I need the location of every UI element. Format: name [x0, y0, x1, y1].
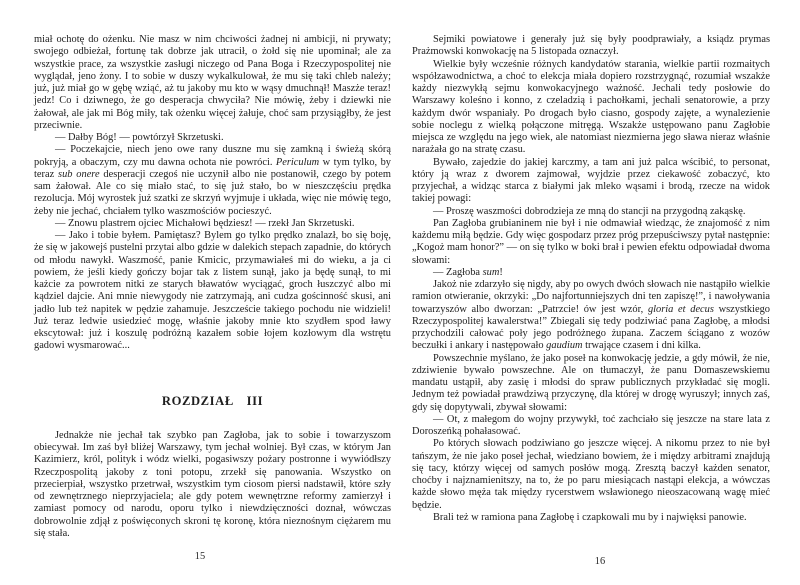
paragraph: Jakoż nie zdarzyło się nigdy, aby po owych dwóch słowach nie nastąpiło wielkie ramion otwieranie, okrzyki: „Do najfortunniejszych dni ten zapiszę!”, i nawoływania towarzyszów albo dworzan: „Patrzcie! ów jest wzór, gloria et decus wszystkiego Rzeczypospolitej kawalerstwa!” Zbiegali się tedy podziwiać pana Zagłobę, a młodsi przychodzili całować poły jego podróżnego żupana. Zaczem ściągano z wozów beczułki i ankary i następowało gaudium trwające czasem i dni kilka.	[412, 279, 770, 352]
page-number-right: 16	[594, 556, 606, 567]
paragraph: Jednakże nie jechał tak szybko pan Zagłoba, jak to sobie i towarzyszom obiecywał. Im zaś był bliżej Warszawy, tym jechał wolniej. Był czas, w którym Jan Kazimierz, król, polityk i wódz wielki, pogasiwszy pożary postronne i wywiódłszy Rzeczpospolitą jakoby z toni potopu, zrzekł się panowania. Wszystko on przecierpiał, wszystko przetrwał, wszystkim tym ciosom piersi nadstawił, które szły od zewnętrznego nieprzyjaciela; ale gdy potem wewnętrzne reformy zamierzył i zamiast pomocy od narodu, oporu tylko i niewdzięczności doznał, wówczas dobrowolnie zdjął z poświęconych skroni tę koronę, która nieznośnym ciężarem mu się stała.	[34, 429, 391, 539]
paragraph: Po których słowach podziwiano go jeszcze więcej. A nikomu przez to nie był tańszym, że nie jako poseł jechał, wiedziano bowiem, że i między arbitrami znajdują się tacy, którzy więcej od samych posłów mogą. Zresztą baczył każden senator, choćby i najznamienitszy, na to, że po paru miesiącach nastąpi elekcja, a wówczas każde słowo męża tak między rycerstwem wsławionego nieoszacowaną wagę mieć będzie.	[412, 438, 770, 511]
paragraph: Sejmiki powiatowe i generały już się były poodprawiały, a ksiądz prymas Prażmowski konwokację na 5 listopada oznaczył.	[412, 34, 770, 58]
paragraph: — Dałby Bóg! — powtórzył Skrzetuski.	[55, 132, 224, 143]
paragraph: — Znowu plastrem ojciec Michałowi będziesz! — rzekł Jan Skrzetuski.	[55, 217, 355, 229]
paragraph: Bywało, zajedzie do jakiej karczmy, a tam ani już palca wścibić, to personat, który ją wraz z dworem zajmował, wyjdzie przez ciekawość zobaczyć, kto przyjechał, a widząc starca z białymi jak mleko wąsami i brodą, rzecze na widok takiej powagi:	[412, 156, 770, 205]
book-page-right	[400, 0, 800, 585]
paragraph: miał ochotę do ożenku. Nie masz w nim chciwości żadnej ni ambicji, ni prywaty; swojego odbieżał, fortunę tak dobrze jak utracił, o żołd się nie upominał; ale za wszystkie prace, za wszystkie zasługi niczego od Pana Boga i Rzeczypospolitej nie wyglądał, jeno żony. I to sobie w duszy wykalkulował, że mu się taki chleb należy; już, już miał go w gębę wziąć, aż tu jakoby mu kto w wąsy dmuchnął! Maszże teraz! jedz! Co i dziwnego, że go desperacja chwyciła? Nie mówię, żeby i dziewki nie żałował, ale jak mi Bóg miły, tak ożenku więcej żałuje, choć sam przysiągłby, że jest przeciwnie.	[34, 34, 391, 131]
page-right-text	[412, 34, 770, 524]
page-left-text	[34, 34, 391, 540]
chapter-heading: ROZDZIAŁ III	[161, 393, 264, 408]
paragraph: Pan Zagłoba grubianinem nie był i nie odmawiał wiedząc, że znajomość z nim każdemu miłą będzie. Gdy więc gospodarz przez próg przepuściwszy pytał następnie: „Kogoż mam honor?” — on się tylko w boki brał i pewien efektu odpowiadał dwoma słowami:	[412, 217, 770, 266]
paragraph: — Jako i tobie byłem. Pamiętasz? Bylem go tylko prędko znalazł, bo się boję, że się w jakowejś pustelni przytai albo gdzie w dalekich stepach zapadnie, do których od młodu nawykł. Waszmość, panie Kmicic, przymawiałeś mi do wieku, a ja ci powiem, że jeśli kiedy gończy bojar tak z listem sunął, jako ja będę sunął, to mi każcie za powrotem nitki ze starych bławatów wyciągać, groch łuszczyć albo mi kądziel dajcie. Ani mnie niewygody nie zatrzymają, ani cudza gościnność skusi, ani jadło lub też napitek w pędzie zahamuje. Jeszczeście takiego pochodu nie widzieli! Już teraz ledwie usiedzieć mogę, właśnie jakoby mnie kto szydłem spod ławy ekscytował: już i koszulę podróżną kazałem sobie łojem kozłowym dla wstrętu gadowi wysmarować...	[34, 230, 391, 352]
page-number-left: 15	[194, 551, 206, 562]
paragraph: Wielkie były wcześnie różnych kandydatów starania, wielkie partii rozmaitych współzawodnictwa, a choć to elekcja miała dopiero rozstrzygnąć, rozumiał wszakże każdy niezwykłą sejmu konwokacyjnego ważność. Jechali tedy posłowie do Warszawy koleśno i konno, z czeladzią i pachołkami, jechali senatorowie, a przy każdym dwór wspaniały. Po drogach było ciasno, gospody zajęte, a wynalezienie sobie noclegu z wielką połączone mitręgą. Wszakże ustępowano panu Zagłobie miejsca ze względu na jego wiek, ale natomiast niezmierna jego sława nieraz właśnie narażała go na stratę czasu.	[412, 58, 770, 156]
paragraph: Powszechnie myślano, że jako poseł na konwokację jedzie, a gdy mówił, że nie, zdziwienie bywało powszechne. Ale on tłumaczył, że panu Domaszewskiemu mandatu ustąpił, aby zasię i młodsi do spraw publicznych przykładać się mogli. Jednym też powiadał prawdziwą przyczynę, dla której w drogę wyruszył; innych zaś, gdy się dopytywali, zbywał słowami:	[412, 352, 770, 413]
paragraph: — Ot, z małegom do wojny przywykł, toć zachciało się jeszcze na stare lata z Doroszeńką pohałasować.	[412, 413, 770, 437]
paragraph: — Zagłoba sum!	[433, 266, 503, 278]
paragraph: — Proszę waszmości dobrodzieja ze mną do stancji na przygodną zakąskę.	[433, 205, 746, 217]
paragraph: Brali też w ramiona pana Zagłobę i czapkowali mu by i najwięksi panowie.	[433, 511, 747, 523]
paragraph: — Poczekajcie, niech jeno owe rany duszne mu się zamkną i świeżą skórą pokryją, a obaczym, czy mu dawna ochota nie powróci. Periculum w tym tylko, by teraz sub onere desperacji czegoś nie uczynił albo nie postanowił, czego by potem sam żałował. Ale co się miało stać, to się już stało, bo w nieszczęściu prędka rezolucja. Mój wyrostek już szatki ze skrzyń wyjmuje i układa, więc nie mówię tego, żeby nie jechać, chciałem tylko waszmościów pocieszyć.	[34, 144, 391, 217]
